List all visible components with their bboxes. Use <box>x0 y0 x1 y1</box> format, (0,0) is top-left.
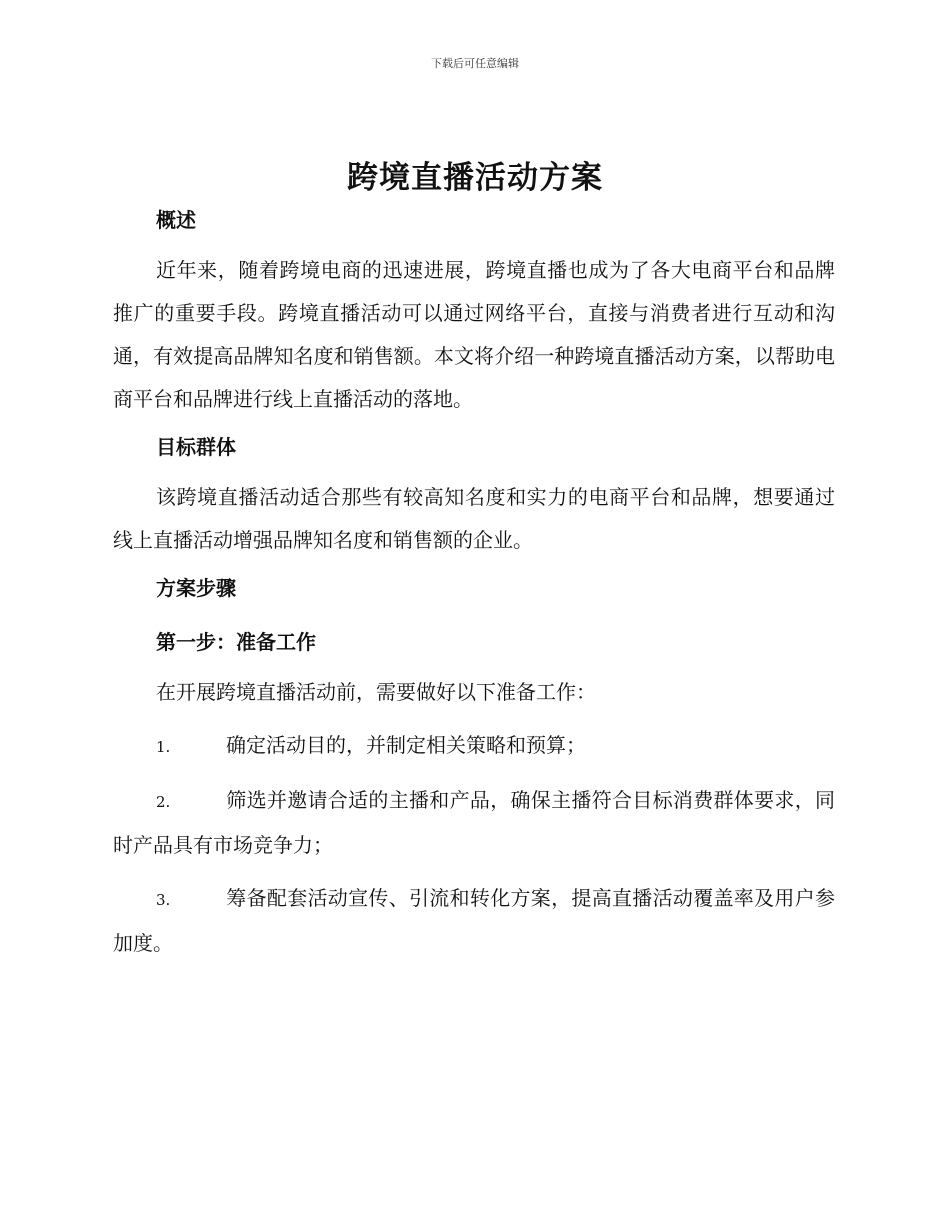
target-paragraph: 该跨境直播活动适合那些有较高知名度和实力的电商平台和品牌，想要通过线上直播活动增强品牌知名度和销售额的企业。 <box>113 485 835 552</box>
list-item <box>113 779 835 867</box>
step1-intro: 在开展跨境直播活动前，需要做好以下准备工作： <box>156 680 596 704</box>
section-heading-overview: 概述 <box>156 208 196 232</box>
list-item <box>113 877 835 965</box>
list-item <box>113 724 835 769</box>
list-number: 1. <box>156 738 171 756</box>
step1-heading: 第一步：准备工作 <box>156 630 316 654</box>
overview-paragraph: 近年来，随着跨境电商的迅速进展，跨境直播也成为了各大电商平台和品牌推广的重要手段。跨境直播活动可以通过网络平台，直接与消费者进行互动和沟通，有效提高品牌知名度和销售额。本文将介绍一种跨境直播活动方案，以帮助电商平台和品牌进行线上直播活动的落地。 <box>113 258 835 411</box>
list-number: 2. <box>156 793 171 811</box>
page-header: 下载后可任意编辑 <box>431 57 519 70</box>
list-text: 筛选并邀请合适的主播和产品，确保主播符合目标消费群体要求，同时产品具有市场竞争力； <box>113 788 835 857</box>
section-heading-target: 目标群体 <box>156 435 236 459</box>
document-body <box>113 200 835 965</box>
list-text: 确定活动目的，并制定相关策略和预算； <box>226 733 586 757</box>
list-text: 筹备配套活动宣传、引流和转化方案，提高直播活动覆盖率及用户参加度。 <box>113 886 835 955</box>
section-heading-steps: 方案步骤 <box>156 576 236 600</box>
list-number: 3. <box>156 891 171 909</box>
document-title: 跨境直播活动方案 <box>347 160 603 196</box>
